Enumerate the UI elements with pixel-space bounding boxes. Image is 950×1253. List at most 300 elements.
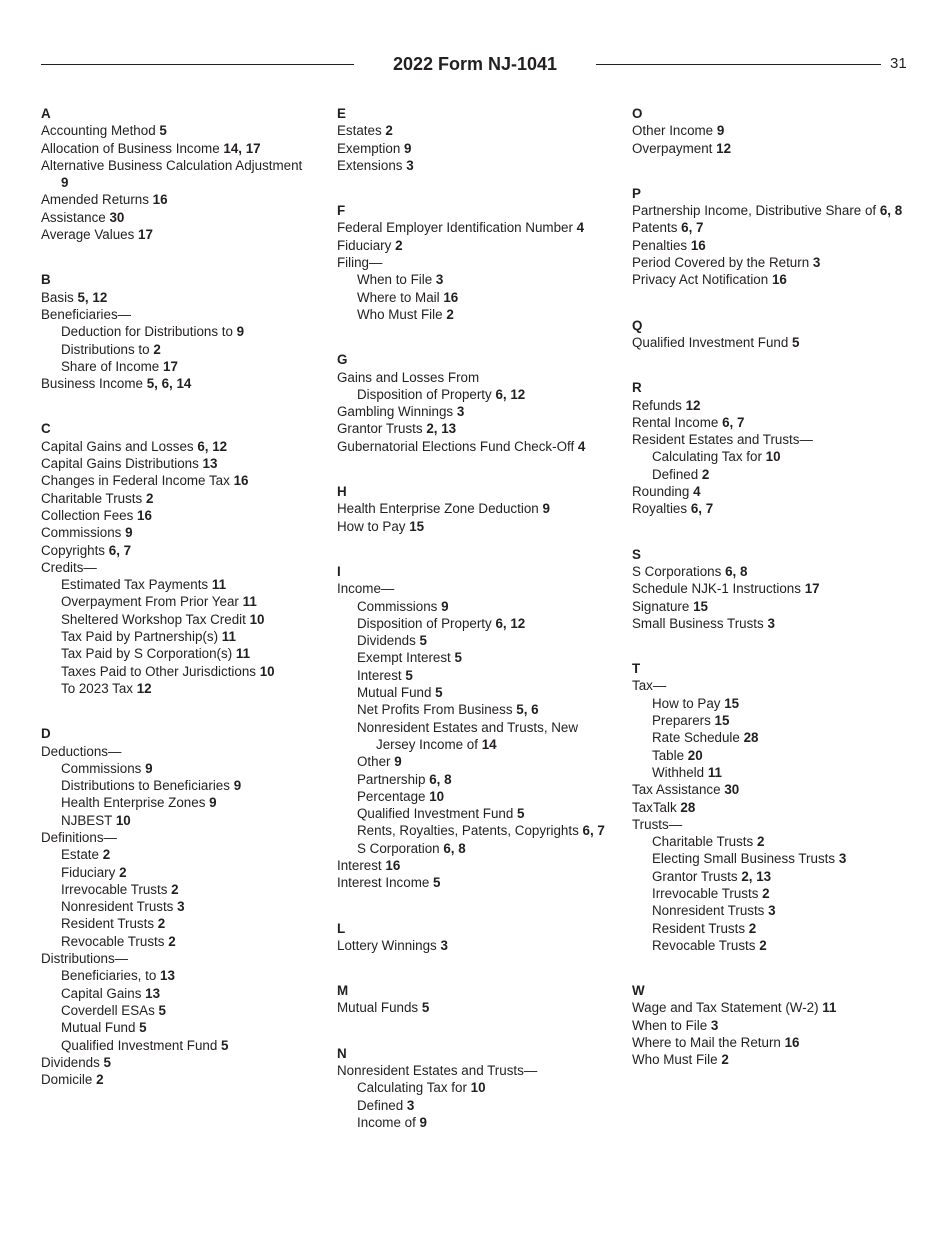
page-reference: 10	[429, 788, 445, 804]
section-letter: R	[632, 380, 642, 396]
index-subentry	[41, 881, 311, 898]
index-entry	[632, 254, 907, 271]
index-subentry	[632, 850, 907, 867]
index-subentry	[632, 695, 907, 712]
page-reference: 3	[768, 903, 776, 919]
page-reference: 15	[724, 695, 740, 711]
page-reference: 5	[419, 633, 427, 649]
entry-text: Royalties	[632, 501, 688, 517]
page-reference: 9	[236, 324, 245, 340]
entry-text: Rounding	[632, 484, 690, 500]
index-entry	[632, 1017, 907, 1034]
entry-text: Health Enterprise Zone Deduction	[337, 501, 539, 517]
entry-text: Allocation of Business Income	[41, 140, 220, 156]
index-subentry	[41, 593, 311, 610]
page-reference: 28	[680, 799, 696, 815]
page-reference: 3	[710, 1017, 719, 1033]
entry-text: Rents, Royalties, Patents, Copyrights	[357, 823, 579, 839]
page-reference: 2	[446, 306, 454, 322]
page-reference: 5	[103, 1054, 111, 1070]
page-reference: 9	[441, 598, 449, 614]
index-column-3	[632, 105, 907, 1097]
page-reference: 2	[171, 881, 179, 897]
entry-text: How to Pay	[337, 518, 406, 534]
entry-text: Mutual Fund	[357, 685, 432, 701]
index-entry	[337, 999, 612, 1016]
index-entry	[632, 122, 907, 139]
index-entry	[632, 580, 907, 597]
entry-text: When to File	[632, 1017, 708, 1033]
section-letter: Q	[632, 317, 643, 333]
page-reference: 4	[576, 220, 585, 236]
page-reference: 5	[517, 806, 525, 822]
index-section	[41, 105, 311, 243]
page-reference: 3	[838, 851, 847, 867]
page-reference: 5	[405, 667, 413, 683]
entry-text: Capital Gains Distributions	[41, 456, 199, 472]
entry-text: Nonresident Trusts	[652, 903, 765, 919]
entry-text: Overpayment From Prior Year	[61, 594, 239, 610]
entry-text: Preparers	[652, 713, 711, 729]
index-section	[632, 185, 907, 289]
index-subentry	[41, 1037, 311, 1054]
page-reference: 2	[385, 123, 393, 139]
page-reference: 2, 13	[426, 421, 457, 437]
entry-text: Who Must File	[357, 306, 443, 322]
index-entry	[337, 219, 612, 236]
entry-text: Domicile	[41, 1072, 93, 1088]
page-reference: 9	[394, 754, 402, 770]
entry-text: Period Covered by the Return	[632, 255, 810, 271]
entry-text: Gambling Winnings	[337, 404, 454, 420]
entry-text: Lottery Winnings	[337, 937, 437, 953]
entry-text: Capital Gains	[61, 985, 142, 1001]
index-section	[337, 1045, 612, 1131]
section-letter: M	[337, 983, 349, 999]
entry-text: Income of	[357, 1114, 416, 1130]
index-entry	[632, 237, 907, 254]
index-entry	[632, 615, 907, 632]
entry-text: Percentage	[357, 788, 426, 804]
page-reference: 3	[177, 899, 185, 915]
page-reference: 6, 8	[429, 771, 452, 787]
index-section	[41, 725, 311, 1088]
index-entry	[337, 420, 612, 437]
entry-text: Commissions	[41, 525, 122, 541]
page-reference: 2	[96, 1072, 104, 1088]
entry-text: Irrevocable Trusts	[652, 885, 759, 901]
entry-text: Tax Paid by S Corporation(s)	[61, 646, 233, 662]
index-subentry	[337, 1079, 612, 1096]
entry-text: Average Values	[41, 227, 135, 243]
page-reference: 2	[748, 920, 757, 936]
page-reference: 6, 7	[582, 823, 605, 839]
index-entry	[337, 122, 612, 139]
page-reference: 2	[762, 885, 770, 901]
index-subentry	[337, 771, 612, 788]
index-entry	[337, 580, 612, 597]
entry-text: Exemption	[337, 140, 401, 156]
entry-text: Filing—	[337, 255, 383, 271]
entry-text: Estimated Tax Payments	[61, 577, 209, 593]
page-reference: 13	[145, 985, 161, 1001]
entry-text: Resident Estates and Trusts—	[632, 432, 813, 448]
page-reference: 14	[481, 736, 497, 752]
page-reference: 4	[693, 484, 701, 500]
index-subentry	[632, 885, 907, 902]
entry-text: TaxTalk	[632, 799, 677, 815]
index-entry	[632, 271, 907, 288]
page-reference: 11	[211, 577, 227, 593]
entry-text: Dividends	[357, 633, 416, 649]
index-entry	[337, 237, 612, 254]
index-entry	[41, 191, 311, 208]
entry-text: Nonresident Trusts	[61, 899, 174, 915]
index-subentry	[337, 788, 612, 805]
section-letter: E	[337, 106, 346, 121]
entry-text: Resident Trusts	[652, 920, 746, 936]
index-section	[337, 920, 612, 955]
entry-text: Commissions	[61, 760, 142, 776]
page-reference: 4	[577, 438, 586, 454]
index-entry	[41, 1054, 311, 1071]
entry-text: Estate	[61, 847, 99, 863]
entry-text: Trusts—	[632, 816, 683, 832]
entry-text: Electing Small Business Trusts	[652, 851, 836, 867]
index-subentry	[337, 289, 612, 306]
index-entry	[337, 937, 612, 954]
page-reference: 9	[716, 123, 725, 139]
page-number: 31	[890, 55, 907, 72]
entry-text: Nonresident Estates and Trusts, New Jersey Income of	[357, 719, 579, 752]
page-reference: 2	[119, 864, 127, 880]
index-subentry	[337, 805, 612, 822]
page-reference: 15	[693, 598, 708, 614]
index-section	[337, 202, 612, 323]
entry-text: Charitable Trusts	[652, 834, 754, 850]
page-reference: 3	[767, 615, 775, 631]
page-reference: 3	[406, 1097, 415, 1113]
index-subentry	[337, 684, 612, 701]
page-reference: 16	[443, 289, 459, 305]
index-column-1	[41, 105, 311, 1116]
page-reference: 6, 12	[495, 386, 526, 402]
entry-text: Taxes Paid to Other Jurisdictions	[61, 663, 256, 679]
index-entry	[632, 677, 907, 694]
entry-text: Beneficiaries—	[41, 306, 132, 322]
index-entry	[41, 472, 311, 489]
entry-text: To 2023 Tax	[61, 680, 133, 696]
page-reference: 16	[233, 473, 249, 489]
index-entry	[41, 507, 311, 524]
entry-text: Who Must File	[632, 1052, 718, 1068]
entry-text: Qualified Investment Fund	[357, 806, 514, 822]
entry-text: Credits—	[41, 559, 97, 575]
entry-text: Where to Mail the Return	[632, 1035, 781, 1051]
page-reference: 16	[771, 272, 787, 288]
index-subentry	[41, 358, 311, 375]
index-entry	[632, 431, 907, 448]
entry-text: Gains and Losses From	[337, 369, 480, 385]
entry-text: Interest	[357, 667, 402, 683]
entry-text: Collection Fees	[41, 507, 134, 523]
index-subentry	[41, 645, 311, 662]
index-entry	[632, 414, 907, 431]
page-reference: 9	[233, 778, 242, 794]
index-entry	[337, 157, 612, 174]
page-reference: 2	[153, 341, 161, 357]
entry-text: Deduction for Distributions to	[61, 324, 233, 340]
index-entry	[41, 289, 311, 306]
page-reference: 9	[209, 795, 217, 811]
entry-text: Revocable Trusts	[652, 937, 756, 953]
entry-text: Interest Income	[337, 875, 430, 891]
entry-text: Fiduciary	[61, 864, 116, 880]
index-entry	[41, 950, 311, 967]
index-section	[632, 317, 907, 352]
entry-text: Withheld	[652, 764, 705, 780]
index-entry	[337, 857, 612, 874]
index-subentry	[632, 902, 907, 919]
page-reference: 11	[235, 646, 251, 662]
entry-text: Exempt Interest	[357, 650, 451, 666]
index-entry	[632, 334, 907, 351]
page-reference: 14, 17	[223, 140, 261, 156]
page-reference: 30	[724, 782, 740, 798]
index-subentry	[41, 898, 311, 915]
entry-text: S Corporation	[357, 840, 440, 856]
index-subentry	[632, 833, 907, 850]
header-rule-left	[41, 64, 354, 65]
index-subentry	[632, 729, 907, 746]
page-header	[0, 52, 950, 78]
entry-text: Fiduciary	[337, 237, 392, 253]
page-reference: 2	[168, 933, 176, 949]
entry-text: Sheltered Workshop Tax Credit	[61, 611, 246, 627]
entry-text: Income—	[337, 581, 395, 597]
index-subentry	[632, 747, 907, 764]
index-subentry	[337, 840, 612, 857]
section-letter: S	[632, 546, 641, 562]
section-letter: P	[632, 185, 641, 201]
index-entry	[632, 799, 907, 816]
section-letter: D	[41, 726, 51, 742]
index-entry	[41, 490, 311, 507]
entry-text: Small Business Trusts	[632, 615, 764, 631]
section-letter: B	[41, 272, 51, 288]
page-reference: 16	[385, 857, 401, 873]
page-reference: 2	[157, 916, 166, 932]
index-entry	[632, 202, 907, 219]
page-reference: 16	[690, 237, 706, 253]
page-reference: 9	[542, 501, 550, 517]
index-subentry	[41, 341, 311, 358]
index-subentry	[41, 576, 311, 593]
section-letter: W	[632, 983, 645, 999]
entry-text: Grantor Trusts	[337, 421, 423, 437]
index-subentry	[41, 680, 311, 697]
page-reference: 3	[456, 404, 465, 420]
page-reference: 10	[115, 812, 131, 828]
page-reference: 9	[419, 1114, 427, 1130]
entry-text: Charitable Trusts	[41, 490, 143, 506]
index-subentry	[337, 1097, 612, 1114]
entry-text: Business Income	[41, 376, 143, 392]
entry-text: Estates	[337, 123, 382, 139]
index-entry	[337, 518, 612, 535]
index-entry	[337, 1062, 612, 1079]
index-entry	[632, 563, 907, 580]
index-subentry	[337, 667, 612, 684]
entry-text: Qualified Investment Fund	[632, 334, 789, 350]
page-reference: 5	[433, 875, 441, 891]
page-reference: 10	[259, 663, 275, 679]
page-reference: 6, 8	[879, 203, 903, 219]
section-letter: L	[337, 920, 346, 936]
entry-text: Dividends	[41, 1054, 100, 1070]
entry-text: Calculating Tax for	[357, 1080, 467, 1096]
entry-text: Copyrights	[41, 542, 106, 558]
page-reference: 13	[160, 968, 175, 984]
entry-text: Privacy Act Notification	[632, 272, 769, 288]
index-subentry	[41, 628, 311, 645]
page-reference: 9	[145, 760, 153, 776]
entry-text: Deductions—	[41, 743, 122, 759]
index-subentry	[337, 271, 612, 288]
index-subentry	[41, 777, 311, 794]
page-reference: 6, 7	[722, 414, 745, 430]
index-entry	[41, 455, 311, 472]
section-letter: N	[337, 1045, 347, 1061]
page-reference: 3	[812, 255, 821, 271]
index-entry	[41, 559, 311, 576]
index-entry	[337, 403, 612, 420]
entry-text: Mutual Fund	[61, 1020, 136, 1036]
entry-text: Assistance	[41, 209, 106, 225]
index-entry	[632, 219, 907, 236]
page-reference: 5	[221, 1037, 229, 1053]
index-subentry	[41, 760, 311, 777]
index-subentry	[632, 712, 907, 729]
entry-text: Refunds	[632, 397, 682, 413]
index-section	[337, 563, 612, 892]
index-entry	[632, 999, 907, 1016]
page-reference: 11	[221, 629, 236, 645]
page-reference: 5	[139, 1020, 147, 1036]
entry-text: Definitions—	[41, 829, 117, 845]
page-reference: 15	[409, 518, 425, 534]
entry-text: Resident Trusts	[61, 916, 155, 932]
index-entry	[337, 140, 612, 157]
index-section	[337, 982, 612, 1017]
index-entry	[41, 375, 311, 392]
index-entry	[41, 306, 311, 323]
page-reference: 28	[743, 730, 759, 746]
index-entry	[41, 542, 311, 559]
entry-text: Rate Schedule	[652, 730, 740, 746]
page-reference: 2	[395, 237, 403, 253]
index-entry	[337, 500, 612, 517]
index-column-2	[337, 105, 612, 1159]
entry-text: Schedule NJK-1 Instructions	[632, 581, 801, 597]
index-entry	[632, 1051, 907, 1068]
index-entry	[632, 1034, 907, 1051]
section-letter: F	[337, 203, 346, 219]
entry-text: Other Income	[632, 123, 714, 139]
index-subentry	[41, 967, 311, 984]
entry-text: Disposition of Property	[357, 386, 492, 402]
index-entry	[41, 140, 311, 157]
entry-text: Net Profits From Business	[357, 702, 513, 718]
index-entry	[41, 829, 311, 846]
index-subentry	[41, 985, 311, 1002]
page-reference: 6, 8	[725, 563, 748, 579]
entry-text: NJBEST	[61, 812, 113, 828]
entry-text: Beneficiaries, to	[61, 968, 157, 984]
page-title: 2022 Form NJ-1041	[392, 54, 558, 74]
section-letter: A	[41, 106, 51, 121]
page-reference: 2, 13	[741, 868, 772, 884]
page-reference: 5	[159, 123, 167, 139]
index-entry	[337, 874, 612, 891]
entry-text: Other	[357, 754, 391, 770]
page-reference: 9	[404, 140, 412, 156]
index-subentry	[632, 937, 907, 954]
page-reference: 12	[716, 140, 732, 156]
entry-text: Changes in Federal Income Tax	[41, 473, 230, 489]
entry-text: Federal Employer Identification Number	[337, 220, 573, 236]
page-reference: 5	[454, 650, 462, 666]
page-reference: 6, 7	[690, 501, 714, 517]
page-reference: 3	[440, 937, 448, 953]
entry-text: Health Enterprise Zones	[61, 795, 206, 811]
entry-text: Capital Gains and Losses	[41, 438, 194, 454]
index-entry	[41, 524, 311, 541]
entry-text: Rental Income	[632, 414, 719, 430]
index-section	[41, 271, 311, 392]
entry-text: Penalties	[632, 237, 688, 253]
page-reference: 16	[152, 192, 168, 208]
page-reference: 11	[242, 594, 257, 610]
page-reference: 15	[714, 713, 730, 729]
page-reference: 16	[784, 1035, 800, 1051]
index-section	[337, 351, 612, 455]
entry-text: Distributions to	[61, 341, 150, 357]
index-entry	[632, 500, 907, 517]
index-entry	[41, 157, 311, 192]
index-section	[632, 105, 907, 157]
entry-text: Patents	[632, 220, 678, 236]
index-subentry	[41, 864, 311, 881]
entry-text: Share of Income	[61, 358, 160, 374]
entry-text: Grantor Trusts	[652, 868, 738, 884]
entry-text: Signature	[632, 598, 690, 614]
page-reference: 30	[109, 209, 125, 225]
page-reference: 2	[721, 1052, 729, 1068]
index-subentry	[337, 822, 612, 839]
entry-text: Gubernatorial Elections Fund Check-Off	[337, 438, 575, 454]
page-reference: 10	[765, 449, 781, 465]
entry-text: Amended Returns	[41, 192, 149, 208]
entry-text: Disposition of Property	[357, 615, 492, 631]
entry-text: Calculating Tax for	[652, 449, 762, 465]
page-reference: 11	[707, 764, 722, 780]
page-reference: 17	[804, 581, 820, 597]
entry-text: Basis	[41, 289, 74, 305]
index-entry	[632, 397, 907, 414]
page-reference: 2	[756, 834, 765, 850]
index-entry	[41, 209, 311, 226]
